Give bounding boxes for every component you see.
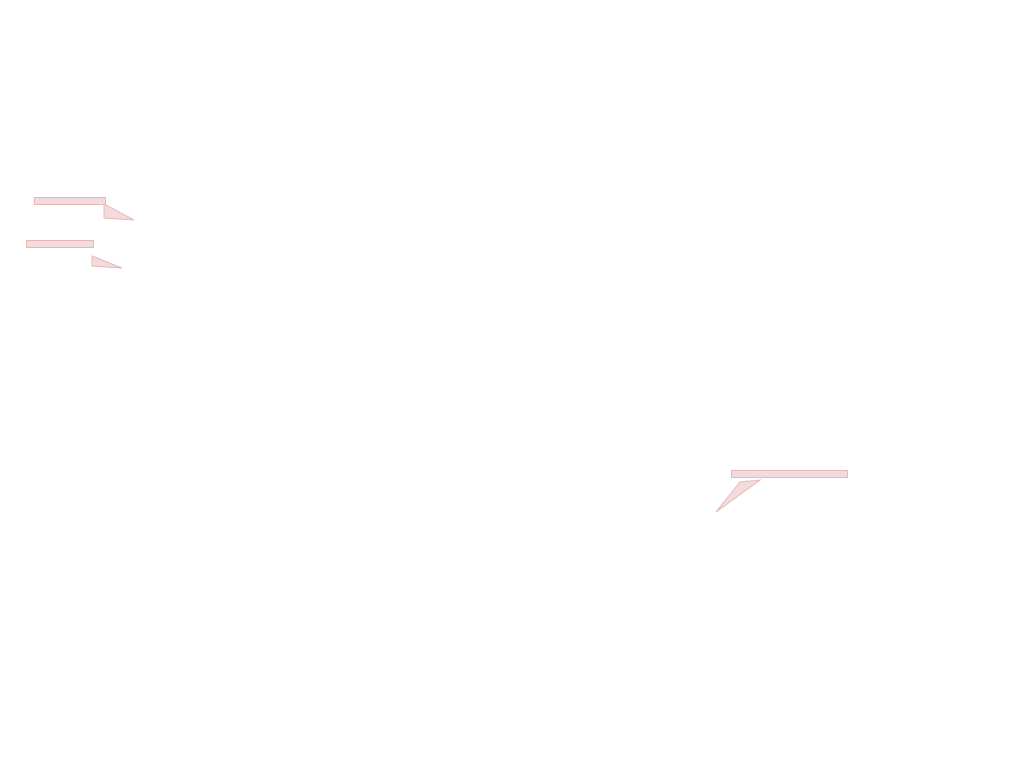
questionnaire-screenshot-bottom — [246, 437, 888, 640]
copy-callout — [34, 197, 106, 205]
questionnaire-screenshot-top — [106, 112, 756, 327]
modify-text-callout — [731, 470, 848, 478]
paste-callout — [26, 240, 94, 248]
